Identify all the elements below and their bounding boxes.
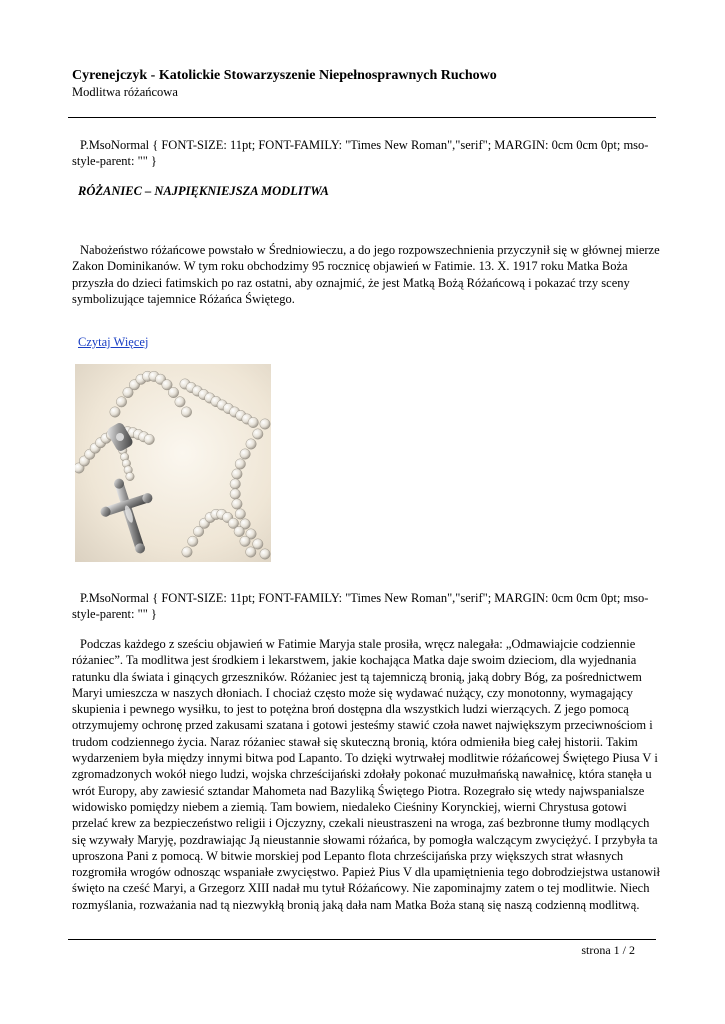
page-label: strona	[581, 943, 611, 957]
rosary-bead	[230, 479, 240, 489]
read-more-link[interactable]: Czytaj Więcej	[78, 335, 149, 349]
rosary-bead	[260, 419, 270, 429]
site-title: Cyrenejczyk - Katolickie Stowarzyszenie Niepełnosprawnych Ruchowo	[72, 68, 497, 83]
page-total: 2	[629, 943, 635, 957]
rosary-bead	[246, 547, 256, 557]
rosary-bead	[240, 449, 250, 459]
rosary-photo	[75, 364, 271, 562]
rosary-bead	[188, 536, 198, 546]
style-note-paragraph	[72, 137, 662, 170]
rosary-bead	[248, 417, 258, 427]
rosary-bead	[181, 407, 191, 417]
style-note-text: P.MsoNormal { FONT-SIZE: 11pt; FONT-FAMILY: "Times New Roman","serif"; MARGIN: 0cm 0cm 0pt; mso-style-parent: "" }	[72, 138, 649, 169]
rosary-bead	[253, 429, 263, 439]
body-paragraph	[72, 636, 662, 913]
rosary-bead	[110, 407, 120, 417]
rosary-bead	[260, 549, 270, 559]
style-note-paragraph-2	[72, 590, 662, 623]
rosary-bead	[235, 459, 245, 469]
rosary-bead	[126, 472, 134, 480]
rosary-bead	[246, 439, 256, 449]
rosary-bead	[232, 499, 242, 509]
rosary-bead	[234, 526, 244, 536]
rosary-bead	[175, 397, 185, 407]
style-note-text-2: P.MsoNormal { FONT-SIZE: 11pt; FONT-FAMILY: "Times New Roman","serif"; MARGIN: 0cm 0cm 0pt; mso-style-parent: "" }	[72, 591, 649, 622]
footer-divider	[68, 939, 656, 940]
intro-paragraph	[72, 242, 662, 307]
article-heading	[72, 183, 662, 199]
header-divider	[68, 117, 656, 118]
rosary-bead	[253, 539, 263, 549]
page-separator: /	[622, 943, 626, 957]
rosary-bead	[182, 547, 192, 557]
intro-text: Nabożeństwo różańcowe powstało w Średniowieczu, a do jego rozpowszechnienia przyczynił się w głównej mierze Zakon Dominikanów. W tym roku obchodzimy 95 rocznicę objawień w Fatimie. 13. X. 1917 roku Matka Boża przyszła do dzieci fatimskich po raz ostatni, aby oznajmić, że jest Matką Bożą Różańcową i pokazać trzy sceny symbolizujące tajemnice Różańca Świętego.	[72, 243, 660, 306]
article-heading-text: RÓŻANIEC – NAJPIĘKNIEJSZA MODLITWA	[78, 184, 329, 198]
rosary-bead	[235, 509, 245, 519]
body-text: Podczas każdego z sześciu objawień w Fatimie Maryja stale prosiła, wręcz nalegała: „Odmawiajcie codziennie różaniec”. Ta modlitwa jest środkiem i lekarstwem, jakie kochająca Matka daje swoim dzieciom, dla wyjednania ratunku dla świata i ginących grzeszników. Różaniec jest tą tajemniczą bronią, jaką dobry Bóg, za pośrednictwem Maryi umieszcza w naszych dłoniach. I chociaż często może się wydawać nużący, czy monotonny, wymagający skupienia i pewnego wysiłku, to jest to potężna broń dostępna dla wszystkich ludzi wierzących. Z jego pomocą otrzymujemy ochronę przed zakusami szatana i gotowi jesteśmy stawić czoła nawet największym przeciwnościom i trudom codziennego życia. Naraz różaniec stawał się skuteczną bronią, która odmieniła bieg całej historii. Takim wydarzeniem była między innymi bitwa pod Lapanto. To dzięki wytrwałej modlitwie różańcowej Świętego Piusa V i zgromadzonych wokół niego ludzi, wojska chrześcijański zdołały pokonać muzułmańską nawałnicę, która stanęła u wrót Europy, aby zawiesić sztandar Mahometa nad Bazyliką Świętego Piotra. Rozegrało się wtedy najwspanialsze widowisko pomiędzy niebem a ziemią. Tam bowiem, niedaleko Cieśniny Korynckiej, wierni Chrystusa gotowi przelać krew za bezpieczeństwo religii i Ojczyzny, czekali nieustraszeni na wroga, zaś bezbronne tłumy modlących się wzywały Maryję, pozdrawiając Ją nieustannie słowami różańca, by pomogła walczącym zwyciężyć. I przybyła ta uproszona Pani z pomocą. W bitwie morskiej pod Lepanto flota chrześcijańska przy większych strat własnych rozgromiła wrogów odnosząc wspaniałe zwycięstwo. Papież Pius V dla upamiętnienia tego dobrodziejstwa ustanowił święto na cześć Maryi, a Grzegorz XIII nadał mu tytuł Różańcowy. Nie zapominajmy zatem o tej modlitwie. Niech rozmyślania, rozważania nad tą niezwykłą bronią jaką dała nam Matka Boża staną się naszą codzienną modlitwą.	[72, 637, 660, 912]
rosary-bead	[168, 387, 178, 397]
rosary-bead	[144, 434, 154, 444]
page-number	[581, 942, 635, 958]
rosary-bead	[230, 489, 240, 499]
rosary-bead	[116, 397, 126, 407]
page-current: 1	[613, 943, 620, 957]
rosary-bead	[240, 536, 250, 546]
rosary-bead	[232, 469, 242, 479]
rosary-illustration	[75, 364, 271, 562]
section-title: Modlitwa różańcowa	[72, 85, 178, 99]
